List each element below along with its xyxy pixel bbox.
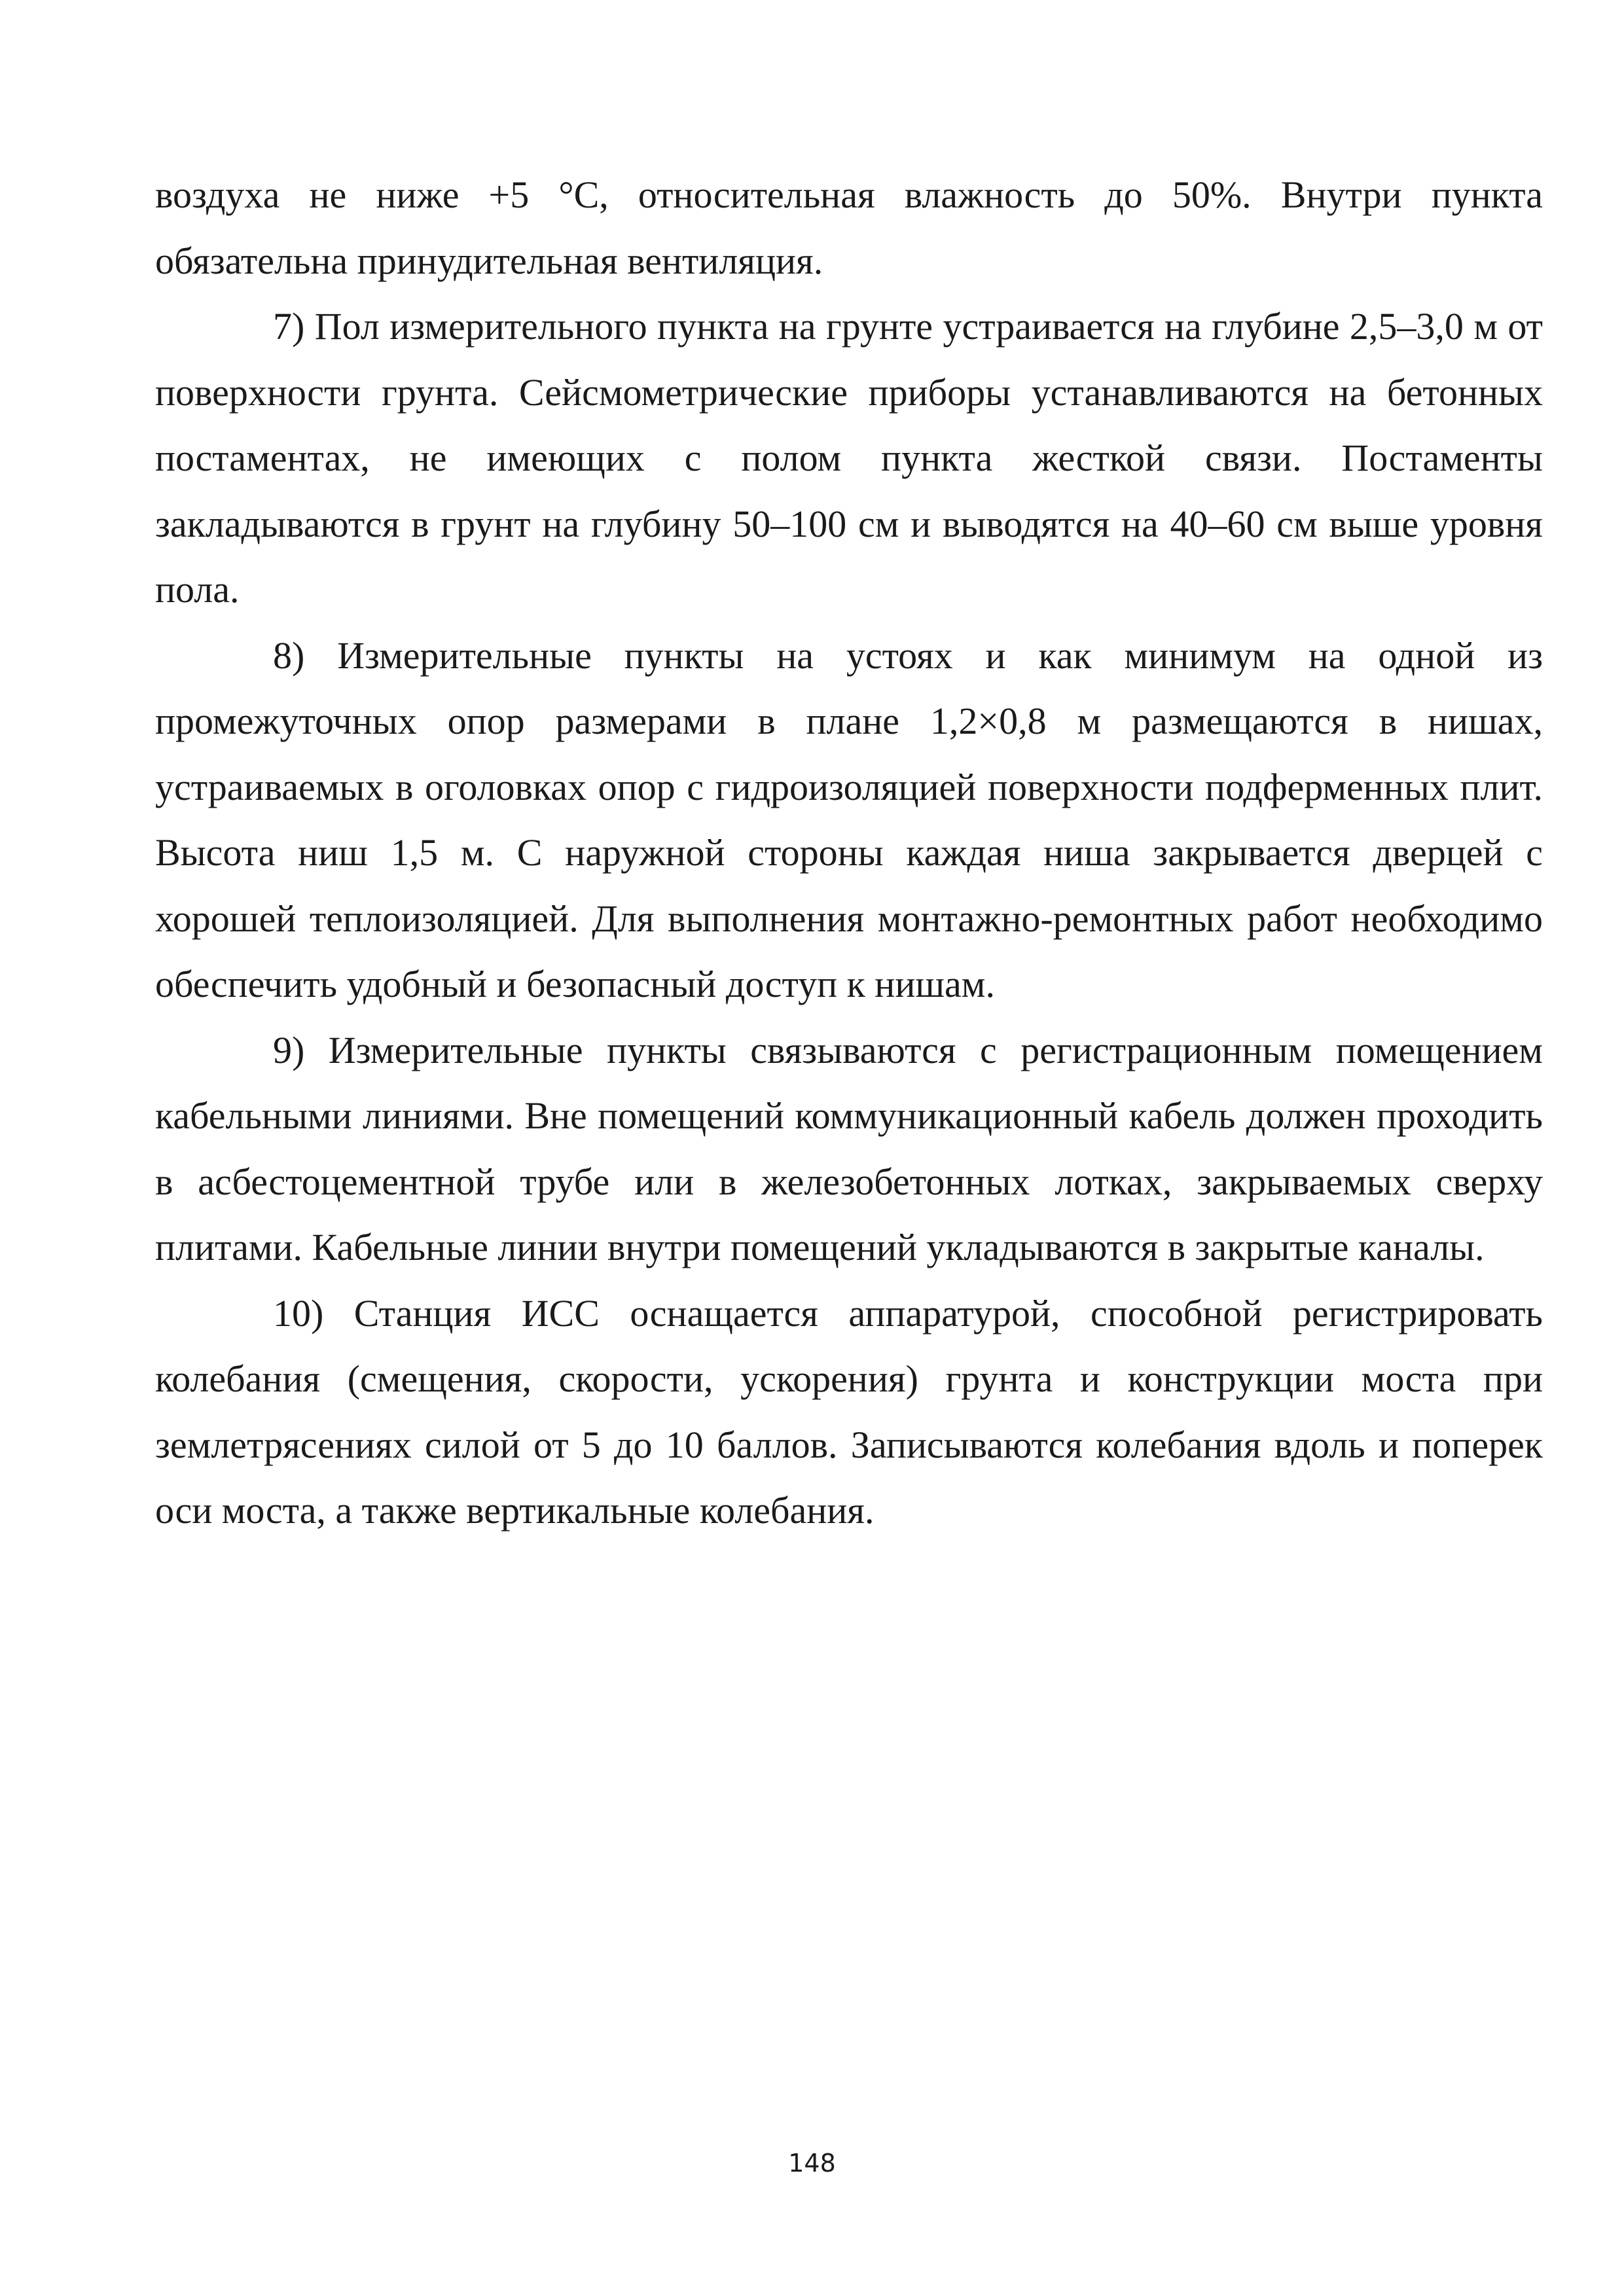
page-number: 148: [788, 2149, 836, 2178]
paragraph-continuation: воздуха не ниже +5 °С, относительная влажность до 50%. Внутри пункта обязательна принудительная вентиляция.: [155, 173, 1543, 282]
paragraph-item-10: 10) Станция ИСС оснащается аппаратурой, способной регистрировать колебания (смещения, скорости, ускорения) грунта и конструкции моста при землетрясениях силой от 5 до 10 баллов. Записываются колебания вдоль и поперек оси моста, а также вертикальные колебания.: [155, 1291, 1543, 1532]
paragraph-item-7: 7) Пол измерительного пункта на грунте устраивается на глубине 2,5–3,0 м от поверхности грунта. Сейсмометрические приборы устанавливаются на бетонных постаментах, не имеющих с полом пункта жесткой связи. Постаменты закладываются в грунт на глубину 50–100 см и выводятся на 40–60 см выше уровня пола.: [155, 305, 1543, 611]
paragraph-item-9: 9) Измерительные пункты связываются с регистрационным помещением кабельными линиями. Вне помещений коммуникационный кабель должен проходить в асбестоцементной трубе или в железобетонных лотках, закрываемых сверху плитами. Кабельные линии внутри помещений укладываются в закрытые каналы.: [155, 1028, 1543, 1268]
paragraph-item-8: 8) Измерительные пункты на устоях и как минимум на одной из промежуточных опор размерами в плане 1,2×0,8 м размещаются в нишах, устраиваемых в оголовках опор с гидроизоляцией поверхности подферменных плит. Высота ниш 1,5 м. С наружной стороны каждая ниша закрывается дверцей с хорошей теплоизоляцией. Для выполнения монтажно-ремонтных работ необходимо обеспечить удобный и безопасный доступ к нишам.: [155, 634, 1543, 1005]
body-text: [155, 162, 1543, 1544]
